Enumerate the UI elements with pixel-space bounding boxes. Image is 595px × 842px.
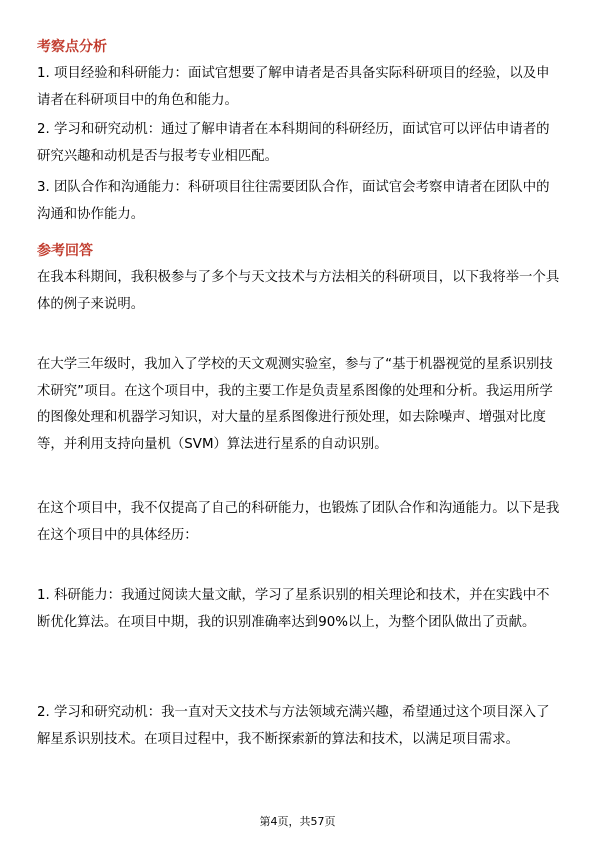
answer-paragraph-3: 在这个项目中，我不仅提高了自己的科研能力，也锻炼了团队合作和沟通能力。以下是我在这个项目中的具体经历： [37,501,560,543]
analysis-heading: 考察点分析 [37,39,107,55]
answer-paragraph-5: 2. 学习和研究动机：我一直对天文技术与方法领域充满兴趣，希望通过这个项目深入了解星系识别技术。在项目过程中，我不断探索新的算法和技术，以满足项目需求。 [37,705,550,747]
answer-paragraph-1: 在我本科期间，我积极参与了多个与天文技术与方法相关的科研项目，以下我将举一个具体的例子来说明。 [37,270,560,312]
answer-paragraph-4: 1. 科研能力：我通过阅读大量文献，学习了星系识别的相关理论和技术，并在实践中不断优化算法。在项目中期，我的识别准确率达到90%以上，为整个团队做出了贡献。 [37,588,550,630]
analysis-item-1: 1. 项目经验和科研能力：面试官想要了解申请者是否具备实际科研项目的经验，以及申请者在科研项目中的角色和能力。 [37,66,550,108]
answer-heading: 参考回答 [37,243,93,259]
analysis-item-2: 2. 学习和研究动机：通过了解申请者在本科期间的科研经历，面试官可以评估申请者的研究兴趣和动机是否与报考专业相匹配。 [37,122,550,164]
page-number: 第4页，共57页 [259,815,336,828]
answer-paragraph-2: 在大学三年级时，我加入了学校的天文观测实验室，参与了“基于机器视觉的星系识别技术研究”项目。在这个项目中，我的主要工作是负责星系图像的处理和分析。我运用所学的图像处理和机器学习知识，对大量的星系图像进行预处理，如去除噪声、增强对比度等，并利用支持向量机（SVM）算法进行星系的自动识别。 [37,357,553,452]
analysis-item-3: 3. 团队合作和沟通能力：科研项目往往需要团队合作，面试官会考察申请者在团队中的沟通和协作能力。 [37,180,550,222]
